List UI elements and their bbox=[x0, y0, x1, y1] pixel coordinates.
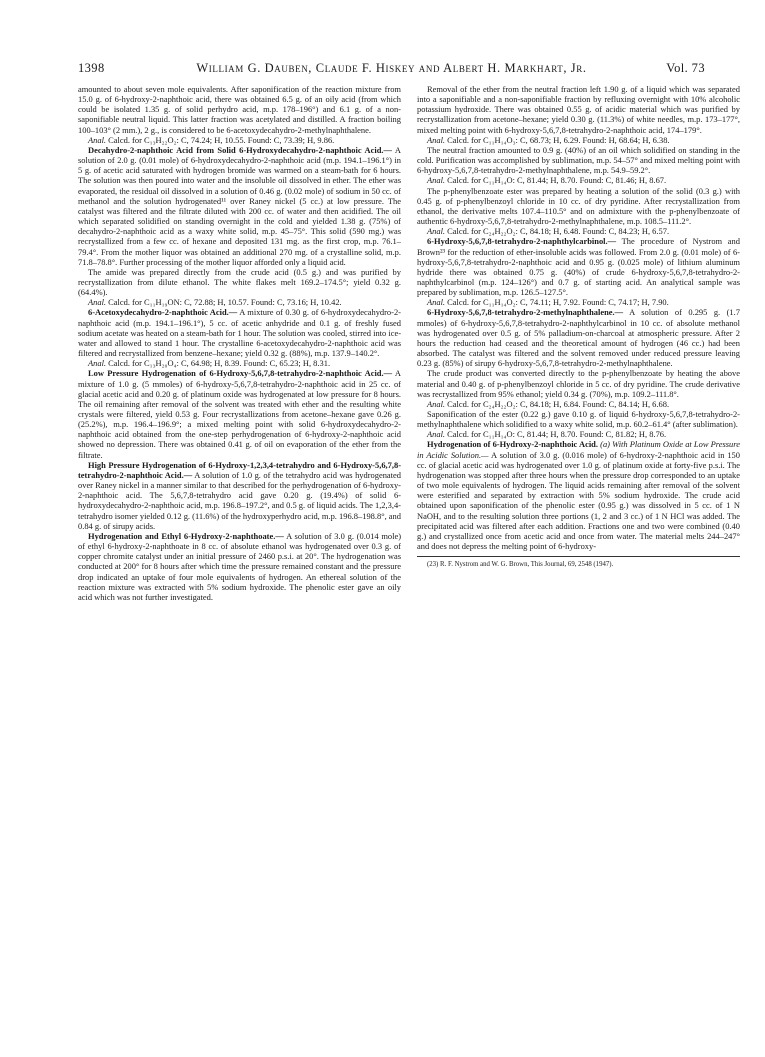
paragraph bbox=[417, 368, 740, 398]
paragraph-text: A solution of 0.295 g. (1.7 mmoles) of 6-hydroxy-5,6,7,8-tetrahydro-2-naphthylcarbinol in 10 cc. of absolute methanol was hydrogenated over 0.5 g. of 5% palladium-on-charcoal at atmospheric pressure. After 2 hours the reduction had ceased and the theoretical amount of hydrogen (46 cc.) had been absorbed. The catalyst was filtered and the solvent removed under reduced pressure leaving 0.23 g. (85%) of sirupy 6-hydroxy-5,6,7,8-tetrahydro-2-methylnaphthalene. bbox=[417, 307, 740, 369]
section-heading: High Pressure Hydrogenation of 6-Hydroxy-1,2,3,4-tetrahydro and 6-Hydroxy-5,6,7,8-tetrahydro-2-naphthoic Acid.— bbox=[78, 459, 401, 480]
paragraph-text: The crude product was converted directly to the p-phenylbenzoate by heating the above material and 0.40 g. of p-phenylbenzoyl chloride in 5 cc. of dry pyridine. The crude derivative was recrystallized from 95% ethanol; yield 0.34 g. (70%), m.p. 109.2–111.8°. bbox=[417, 368, 740, 399]
paragraph-text: Calcd. for C₁₃H₂₀O₄: C, 64.98; H, 8.39. Found: C, 65.23; H, 8.31. bbox=[108, 358, 331, 369]
analysis-label: Anal. bbox=[427, 297, 446, 308]
paragraph bbox=[78, 135, 401, 145]
paragraph bbox=[417, 236, 740, 297]
analysis-label: Anal. bbox=[427, 429, 446, 440]
section-heading: 6-Hydroxy-5,6,7,8-tetrahydro-2-methylnaphthalene.— bbox=[427, 307, 624, 318]
paragraph-text: Calcd. for C₂₄H₂₂O₂: C, 84.18; H, 6.48. Found: C, 84.23; H, 6.57. bbox=[447, 226, 670, 237]
paragraph bbox=[78, 368, 401, 459]
paragraph-text: Removal of the ether from the neutral fraction left 1.90 g. of a liquid which was separated into a saponifiable and a non-saponifiable fraction by refluxing overnight with 10% alcoholic potassium hydroxide. There was obtained 0.55 g. of acidic material which was purified by recrystallization from acetone–hexane; yield 0.30 g. (11.3%) of white needles, m.p. 173–177°, mixed melting point with 6-hydroxy-5,6,7,8-tetrahydro-2-naphthoic acid, 174–179°. bbox=[417, 84, 740, 135]
paragraph-text: Calcd. for C₁₁H₁₄O₃: C, 68.73; H, 6.29. Found: H, 68.64; H, 6.38. bbox=[447, 134, 670, 145]
paragraph bbox=[417, 135, 740, 145]
paragraph-text: A solution of 1.0 g. of the tetrahydro acid was hydrogenated over Raney nickel in a manner similar to that described for the perhydrogenation of 6-hydroxy-2-naphthoic acid. The 5,6,7,8-tetrahydro acid gave 0.20 g. (19.4%) of solid 6-hydroxydecahydro-2-naphthoic acid, m.p. 196.8–197.2°, and 0.5 g. of liquid acids. The 1,2,3,4-tetrahydro isomer yielded 0.12 g. (11.6%) of the hydroxyperhydro acid, m.p. 196.8–198.8°, and 0.84 g. of sirupy acids. bbox=[78, 469, 401, 531]
section-heading: Decahydro-2-naphthoic Acid from Solid 6-Hydroxydecahydro-2-naphthoic Acid.— bbox=[88, 144, 392, 155]
paragraph-text: The neutral fraction amounted to 0.9 g. (40%) of an oil which solidified on standing in the cold. Purification was accomplished by sublimation, m.p. 54–57° and mixed melting point with 6-hydroxy-5,6,7,8-tetrahydro-2-methylnaphthalene, m.p. 54.9–59.2°. bbox=[417, 144, 740, 176]
paragraph bbox=[417, 429, 740, 439]
paragraph-text: A solution of 2.0 g. (0.01 mole) of 6-hydroxydecahydro-2-naphthoic acid (m.p. 194.1–196.1°) in 5 g. of acetic acid saturated with hydrogen bromide was warmed on a steam-bath for 6 hours. The solution was then poured into water and the insoluble oil dissolved in ether. The ether was evaporated, the residual oil dissolved in a solution of 0.46 g. (0.02 mole) of sodium in 50 cc. of methanol and the solution hydrogenated¹¹ over Raney nickel (5 cc.) at low pressure. The catalyst was filtered and the filtrate diluted with 200 cc. of water and then acidified. The oil which separated solidified on standing overnight in the cold and yielded 1.38 g. (75%) of decahydro-2-naphthoic acid as a waxy white solid, m.p. 45–75°. This solid (590 mg.) was recrystallized from a few cc. of hexane and deposited 131 mg. as the first crop, m.p. 76.1–79.4°. From the mother liquor was obtained an additional 270 mg. of a crystalline solid, m.p. 71.8–78.8°. Further processing of the mother liquor afforded only a liquid acid. bbox=[78, 144, 401, 267]
paragraph bbox=[417, 84, 740, 135]
paragraph-text: A mixture of 1.0 g. (5 mmoles) of 6-hydroxy-5,6,7,8-tetrahydro-2-naphthoic acid in 25 cc. of glacial acetic acid and 0.20 g. of platinum oxide was hydrogenated at low pressure for 8 hours. The oil remaining after removal of the solvent was treated with ether and the resulting white crystals were filtered, yield 0.53 g. Four recrystallizations from acetone–hexane gave 0.26 g. (25.2%), m.p. 196.4–196.9°; a mixed melting point with solid 6-hydroxydecahydro-2-naphthoic acid obtained from the one-step perhydrogenation of 6-hydroxy-2-naphthoic acid showed no depression. There was obtained 0.41 g. of oil on evaporation of the ether from the filtrate. bbox=[78, 368, 401, 460]
page-number: 1398 bbox=[78, 61, 105, 75]
analysis-label: Anal. bbox=[88, 358, 107, 369]
paragraph bbox=[417, 399, 740, 409]
paragraph bbox=[78, 358, 401, 368]
paragraph bbox=[78, 267, 401, 297]
paragraph bbox=[417, 175, 740, 185]
volume-label: Vol. 73 bbox=[666, 61, 705, 75]
left-column bbox=[78, 84, 401, 602]
paragraph bbox=[417, 297, 740, 307]
right-column bbox=[417, 84, 740, 569]
paragraph-text: Calcd. for C₁₁H₁₄O₂: C, 74.11; H, 7.92. Found: C, 74.17; H, 7.90. bbox=[447, 297, 669, 308]
analysis-label: Anal. bbox=[427, 134, 446, 145]
analysis-label: Anal. bbox=[88, 134, 107, 145]
paragraph-text: Calcd. for C₂₄H₂₂O₂: C, 84.18; H, 6.84. Found: C, 84.14; H, 6.68. bbox=[447, 398, 670, 409]
author-line: William G. Dauben, Claude F. Hiskey and Albert H. Markhart, Jr. bbox=[196, 61, 587, 75]
paragraph-text: A mixture of 0.30 g. of 6-hydroxydecahydro-2-naphthoic acid (m.p. 194.1–196.1°), 5 cc. of acetic anhydride and 0.1 g. of freshly fused sodium acetate was heated on a steam-bath for 1 hour. The solution was cooled, stirred into ice-water and allowed to stand 1 hour. The crystalline 6-acetoxydecahydro-2-naphthoic acid was filtered and recrystallized from benzene–hexane; yield 0.32 g. (88%), m.p. 137.9–140.2°. bbox=[78, 307, 401, 359]
subheading: (a) With Platinum Oxide at Low Pressure in Acidic Solution.— bbox=[417, 439, 740, 460]
paragraph bbox=[78, 307, 401, 358]
paragraph-text: The p-phenylbenzoate ester was prepared by heating a solution of the solid (0.3 g.) with 0.45 g. of p-phenylbenzoyl chloride in 10 cc. of dry pyridine. After recrystallization from ethanol, the derivative melts 107.4–110.5° and on admixture with the p-phenylbenzoate of authentic 6-hydroxy-5,6,7,8-tetrahydro-2-methylnaphthalene, m.p. 108.5–111.2°. bbox=[417, 185, 740, 227]
paragraph bbox=[78, 84, 401, 135]
paragraph bbox=[78, 145, 401, 267]
paragraph bbox=[78, 531, 401, 602]
paragraph-text: Calcd. for C₁₁H₁₉ON: C, 72.88; H, 10.57. Found: C, 73.16; H, 10.42. bbox=[108, 297, 342, 308]
paragraph bbox=[417, 186, 740, 227]
paragraph bbox=[417, 439, 740, 551]
running-header bbox=[78, 61, 705, 77]
section-heading: Hydrogenation and Ethyl 6-Hydroxy-2-naphthoate.— bbox=[88, 530, 284, 541]
paragraph-text: Saponification of the ester (0.22 g.) gave 0.10 g. of liquid 6-hydroxy-5,6,7,8-tetrahydro-2-methylnaphthalene which solidified to a waxy white solid, m.p. 60.2–61.4° (after sublimation). bbox=[417, 409, 740, 430]
paragraph-text: Calcd. for C₁₁H₁₄O: C, 81.44; H, 8.70. Found: C, 81.46; H, 8.67. bbox=[447, 175, 667, 186]
paragraph-text: The procedure of Nystrom and Brown²³ for the reduction of ether-insoluble acids was followed. From 2.0 g. (0.01 mole) of 6-hydroxy-5,6,7,8-tetrahydro-2-naphthoic acid and 0.95 g. (0.025 mole) of lithium aluminum hydride there was obtained 0.75 g. (40%) of crude 6-hydroxy-5,6,7,8-tetrahydro-2-naphthylcarbinol (m.p. 124–126°) and 0.7 g. of starting acid. An analytical sample was prepared by sublimation, m.p. 126.5–127.5°. bbox=[417, 236, 740, 298]
paragraph-text: A solution of 3.0 g. (0.014 mole) of ethyl 6-hydroxy-2-naphthoate in 8 cc. of absolute ethanol was hydrogenated over 0.3 g. of copper chromite catalyst under an initial pressure of 2460 p.s.i. at 20°. The hydrogenation was conducted at 200° for 8 hours after which time the pressure remained constant and the pressure drop indicated an uptake of four mole equivalents of hydrogen. An ethereal solution of the reaction mixture was extracted with 5% sodium hydroxide. The phenolic ester gave an oily acid which was not further investigated. bbox=[78, 530, 401, 602]
section-heading: Hydrogenation of 6-Hydroxy-2-naphthoic Acid. bbox=[427, 439, 598, 450]
paragraph-text: amounted to about seven mole equivalents. After saponification of the reaction mixture from 15.0 g. of 6-hydroxy-2-naphthoic acid, there was obtained 6.5 g. of an oily acid (from which could be isolated 1.35 g. of solid perhydro acid, m.p. 178–196°) and 6.1 g. of a non-saponifiable neutral liquid. This latter fraction was acetylated and distilled. A fraction boiling 100–103° (2 mm.), 2 g., is considered to be 6-acetoxydecahydro-2-methylnaphthalene. bbox=[78, 84, 401, 135]
paragraph-text: A solution of 3.0 g. (0.016 mole) of 6-hydroxy-2-naphthoic acid in 150 cc. of glacial acetic acid was hydrogenated over 1.0 g. of platinum oxide at forty-five p.s.i. The hydrogenation was stopped after three hours when the pressure drop corresponded to an uptake of two mole equivalents of hydrogen. The liquid acids remaining after removal of the solvent were esterified and separated by extraction with 5% sodium hydroxide. The crude acid obtained upon saponification of the phenolic ester (0.95 g.) was dissolved in 5 cc. of 1 N NaOH, and to the resulting solution three portions (1, 2 and 3 cc.) of 1 N HCl was added. The precipitated acid was filtered after each addition. Fractions one and two were combined (0.40 g.) and crystallized once from acetic acid and once from water. The material melts 244–247° and does not depress the melting point of 6-hydroxy- bbox=[417, 449, 740, 552]
section-heading: Low Pressure Hydrogenation of 6-Hydroxy-5,6,7,8-tetrahydro-2-naphthoic Acid.— bbox=[88, 368, 393, 379]
paragraph-text: The amide was prepared directly from the crude acid (0.5 g.) and was purified by recrystallization from dilute ethanol. The white flakes melt 169.2–174.5°; yield 0.32 g. (64.4%). bbox=[78, 266, 401, 298]
analysis-label: Anal. bbox=[427, 175, 446, 186]
paragraph bbox=[417, 307, 740, 368]
paragraph bbox=[417, 145, 740, 175]
paragraph bbox=[417, 409, 740, 429]
analysis-label: Anal. bbox=[427, 398, 446, 409]
paragraph bbox=[78, 460, 401, 531]
section-heading: 6-Acetoxydecahydro-2-naphthoic Acid.— bbox=[88, 307, 238, 318]
paragraph bbox=[78, 297, 401, 307]
analysis-label: Anal. bbox=[88, 297, 107, 308]
footnote: (23) R. F. Nystrom and W. G. Brown, This Journal, 69, 2548 (1947). bbox=[417, 556, 740, 569]
paragraph-text: Calcd. for C₁₃H₂₂O₂: C, 74.24; H, 10.55. Found: C, 73.39; H, 9.86. bbox=[108, 134, 335, 145]
paragraph-text: Calcd. for C₁₁H₁₄O: C, 81.44; H, 8.70. Found: C, 81.82; H, 8.76. bbox=[447, 429, 667, 440]
section-heading: 6-Hydroxy-5,6,7,8-tetrahydro-2-naphthylcarbinol.— bbox=[427, 236, 617, 247]
paragraph bbox=[417, 226, 740, 236]
analysis-label: Anal. bbox=[427, 226, 446, 237]
